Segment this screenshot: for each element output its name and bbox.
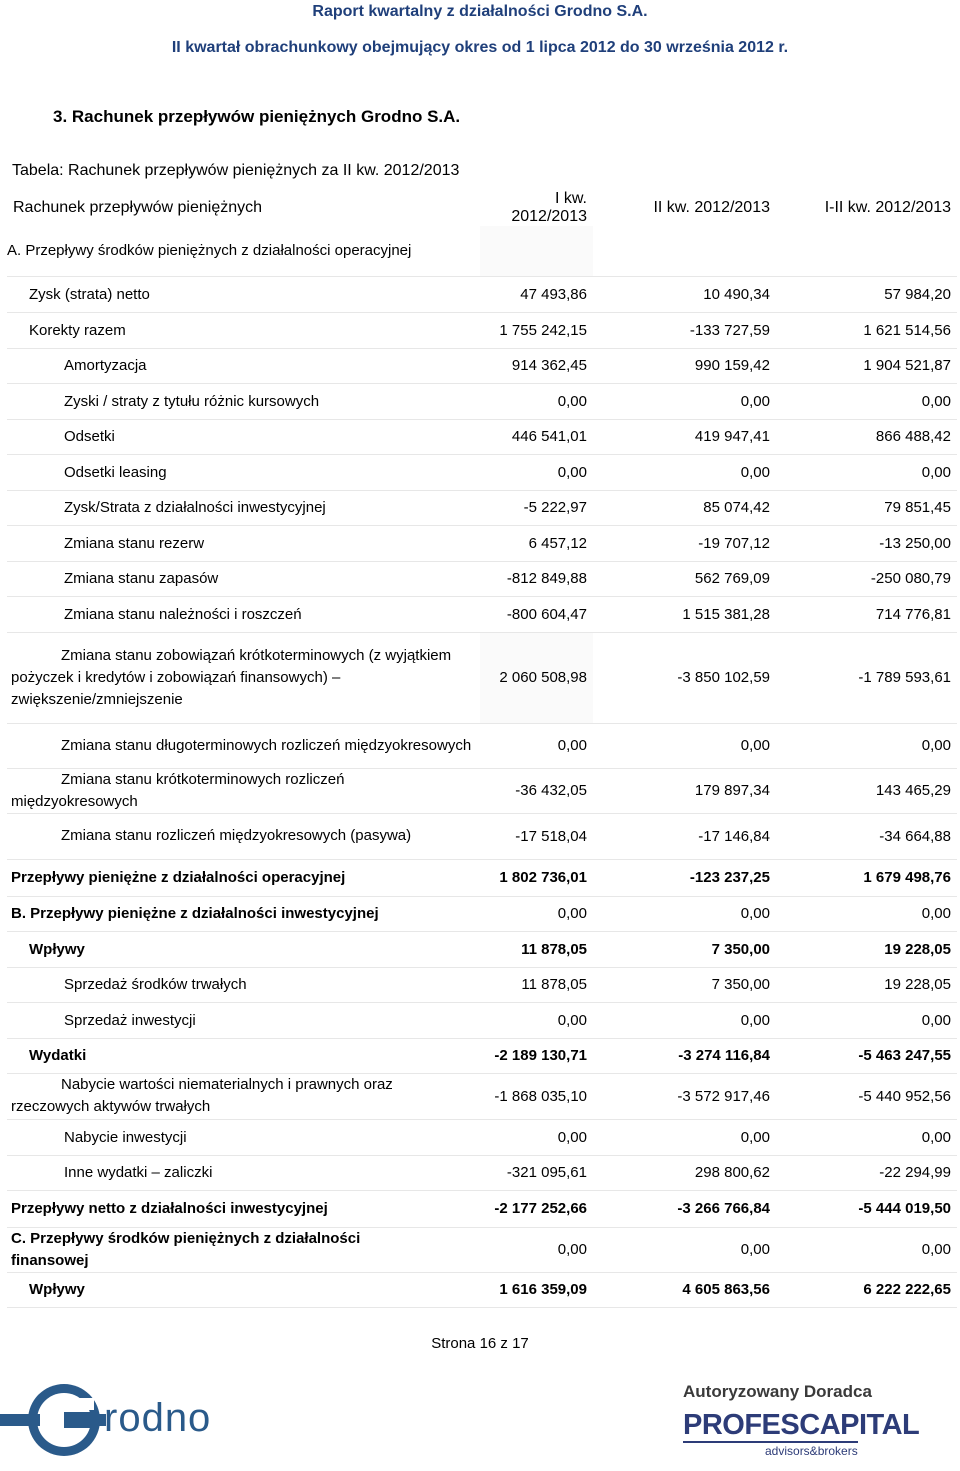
table-row [7,383,957,419]
section-title: 3. Rachunek przepływów pieniężnych Grodno S.A. [53,107,461,126]
cell-q2: -133 727,59 [593,312,776,348]
cell-h1: 0,00 [776,454,957,490]
cell-h1: -22 294,99 [776,1155,957,1190]
row-label: Zyski / straty z tytułu różnic kursowych [7,383,480,419]
row-label: Sprzedaż środków trwałych [7,967,480,1002]
table-row [7,859,957,896]
cell-q2: 0,00 [593,723,776,768]
cell-q2: 0,00 [593,1227,776,1272]
cell-h1: -34 664,88 [776,813,957,859]
row-label [7,813,480,859]
cell-q1: 0,00 [480,896,593,931]
row-label [7,768,480,813]
cell-q2: -19 707,12 [593,525,776,561]
column-header: Rachunek przepływów pieniężnych [13,199,263,216]
grodno-logo-text: rodno [104,1396,212,1440]
report-period: II kwartał obrachunkowy obejmujący okres od 1 lipca 2012 do 30 września 2012 r. [171,39,789,56]
row-label-text: Zmiana stanu krótkoterminowych rozliczeń międzyokresowych [11,770,345,810]
table-row [7,1272,957,1307]
row-label [7,723,480,768]
cell-h1: 19 228,05 [776,967,957,1002]
cell-q1: 11 878,05 [480,967,593,1002]
cell-q2: -123 237,25 [593,859,776,896]
row-label: Zysk/Strata z działalności inwestycyjnej [7,490,480,525]
cell-q1: -321 095,61 [480,1155,593,1190]
row-label: Odsetki leasing [7,454,480,490]
table-row [7,1227,957,1272]
cell-q1: 0,00 [480,1119,593,1155]
table-row [7,596,957,632]
cell-h1: 866 488,42 [776,419,957,454]
cell-q2 [593,226,776,276]
table-row [7,768,957,813]
cell-h1: -250 080,79 [776,561,957,596]
cashflow-table [7,190,957,1308]
table-row [7,813,957,859]
cell-h1: 19 228,05 [776,931,957,967]
column-header: II kw. 2012/2013 [653,199,770,216]
table-row [7,226,957,276]
cell-h1: 1 904 521,87 [776,348,957,383]
table-row [7,1038,957,1073]
table-row [7,896,957,931]
row-label: Zmiana stanu należności i roszczeń [7,596,480,632]
row-label: B. Przepływy pieniężne z działalności inwestycyjnej [7,896,480,931]
table-row [7,723,957,768]
cell-q1: -36 432,05 [480,768,593,813]
cell-q1: 0,00 [480,383,593,419]
cell-q2: -3 850 102,59 [593,632,776,723]
cell-q2: 0,00 [593,1119,776,1155]
row-label: Amortyzacja [7,348,480,383]
row-label: Wpływy [7,931,480,967]
cell-h1: 0,00 [776,896,957,931]
row-label-text: Zmiana stanu długoterminowych rozliczeń międzyokresowych [61,736,472,754]
cell-q1: 47 493,86 [480,276,593,312]
row-label: Nabycie inwestycji [7,1119,480,1155]
cell-q1: 2 060 508,98 [480,632,593,723]
table-header-row [7,190,957,226]
cell-q2: 7 350,00 [593,967,776,1002]
cell-q2: -17 146,84 [593,813,776,859]
row-label: C. Przepływy środków pieniężnych z działalności finansowej [7,1227,480,1272]
cell-q2: 0,00 [593,383,776,419]
cell-q2: 0,00 [593,454,776,490]
cell-q2: 419 947,41 [593,419,776,454]
cell-h1: -1 789 593,61 [776,632,957,723]
cell-q2: -3 572 917,46 [593,1073,776,1119]
cell-h1: 714 776,81 [776,596,957,632]
cell-h1: -5 444 019,50 [776,1190,957,1227]
cell-h1: 0,00 [776,383,957,419]
cell-q1: 0,00 [480,723,593,768]
page-number: Strona 16 z 17 [431,1335,529,1352]
cell-h1: 0,00 [776,1002,957,1038]
cell-h1: -5 463 247,55 [776,1038,957,1073]
table-row [7,348,957,383]
profescapital-tagline: advisors&brokers [765,1444,858,1458]
row-label: Przepływy netto z działalności inwestycyjnej [7,1190,480,1227]
table-row [7,1073,957,1119]
row-label: Inne wydatki – zaliczki [7,1155,480,1190]
cell-q1 [480,226,593,276]
cell-q1: 11 878,05 [480,931,593,967]
row-label-text: Zmiana stanu zobowiązań krótkoterminowych (z wyjątkiem pożyczek i kredytów i zobowiązań finansowych) – zwiększenie/zmniejszenie [11,646,452,708]
cell-h1: 0,00 [776,1227,957,1272]
row-label: Wydatki [7,1038,480,1073]
row-label: Odsetki [7,419,480,454]
cell-h1: 143 465,29 [776,768,957,813]
cell-q2: 990 159,42 [593,348,776,383]
capital-word: CAPITAL [799,1409,920,1441]
cell-h1 [776,226,957,276]
report-title: Raport kwartalny z działalności Grodno S.A. [312,3,648,20]
row-label [7,632,480,723]
table-row [7,419,957,454]
cell-q2: -3 266 766,84 [593,1190,776,1227]
authorized-advisor-label: Autoryzowany Doradca [683,1382,872,1401]
cell-q1: 1 802 736,01 [480,859,593,896]
cell-q1: -5 222,97 [480,490,593,525]
row-label-text: Nabycie wartości niematerialnych i prawnych oraz rzeczowych aktywów trwałych [11,1076,393,1115]
cell-h1: 1 679 498,76 [776,859,957,896]
profescapital-logo-text [683,1409,920,1441]
cell-q1: 1 616 359,09 [480,1272,593,1307]
table-row [7,1190,957,1227]
cell-h1: 57 984,20 [776,276,957,312]
cell-q2: 179 897,34 [593,768,776,813]
cell-q1: 0,00 [480,1227,593,1272]
cell-h1: 0,00 [776,1119,957,1155]
table-caption: Tabela: Rachunek przepływów pieniężnych za II kw. 2012/2013 [12,162,460,179]
cell-q1: 446 541,01 [480,419,593,454]
row-label: Zmiana stanu rezerw [7,525,480,561]
cell-h1: -13 250,00 [776,525,957,561]
table-row [7,454,957,490]
profes-word: PROFES [683,1409,800,1441]
row-label: Wpływy [7,1272,480,1307]
cell-q1: -1 868 035,10 [480,1073,593,1119]
cell-h1: 79 851,45 [776,490,957,525]
cell-q1: -812 849,88 [480,561,593,596]
table-row [7,525,957,561]
table-row [7,1002,957,1038]
cell-h1: -5 440 952,56 [776,1073,957,1119]
column-header: I kw. 2012/2013 [511,190,587,225]
column-header: I-II kw. 2012/2013 [824,199,951,216]
cell-q2: 4 605 863,56 [593,1272,776,1307]
profescapital-underline [683,1441,858,1443]
cell-q2: 0,00 [593,896,776,931]
cell-q1: 1 755 242,15 [480,312,593,348]
cell-q1: 0,00 [480,1002,593,1038]
table-row [7,632,957,723]
cell-q2: 562 769,09 [593,561,776,596]
cell-q2: 7 350,00 [593,931,776,967]
cell-q1: 0,00 [480,454,593,490]
cell-q1: 6 457,12 [480,525,593,561]
table-row [7,490,957,525]
cell-q2: 298 800,62 [593,1155,776,1190]
row-label: Zmiana stanu zapasów [7,561,480,596]
cell-q2: -3 274 116,84 [593,1038,776,1073]
profescapital-logo [683,1409,920,1462]
table-row [7,312,957,348]
table-row [7,1155,957,1190]
row-label-text: Zmiana stanu rozliczeń międzyokresowych (pasywa) [61,827,412,844]
cell-q1: -2 189 130,71 [480,1038,593,1073]
cell-h1: 0,00 [776,723,957,768]
table-row [7,931,957,967]
cell-q2: 85 074,42 [593,490,776,525]
table-row [7,967,957,1002]
cell-q2: 10 490,34 [593,276,776,312]
table-row [7,1119,957,1155]
table-row [7,561,957,596]
cell-q1: -17 518,04 [480,813,593,859]
cell-q1: -800 604,47 [480,596,593,632]
row-label: Sprzedaż inwestycji [7,1002,480,1038]
cell-h1: 1 621 514,56 [776,312,957,348]
grodno-logo [0,1378,230,1466]
table-row [7,276,957,312]
row-label: Zysk (strata) netto [7,276,480,312]
row-label: Przepływy pieniężne z działalności operacyjnej [7,859,480,896]
cell-q2: 1 515 381,28 [593,596,776,632]
cell-q1: -2 177 252,66 [480,1190,593,1227]
row-label: A. Przepływy środków pieniężnych z działalności operacyjnej [7,226,480,276]
cell-q1: 914 362,45 [480,348,593,383]
cell-h1: 6 222 222,65 [776,1272,957,1307]
cell-q2: 0,00 [593,1002,776,1038]
row-label: Korekty razem [7,312,480,348]
row-label [7,1073,480,1119]
